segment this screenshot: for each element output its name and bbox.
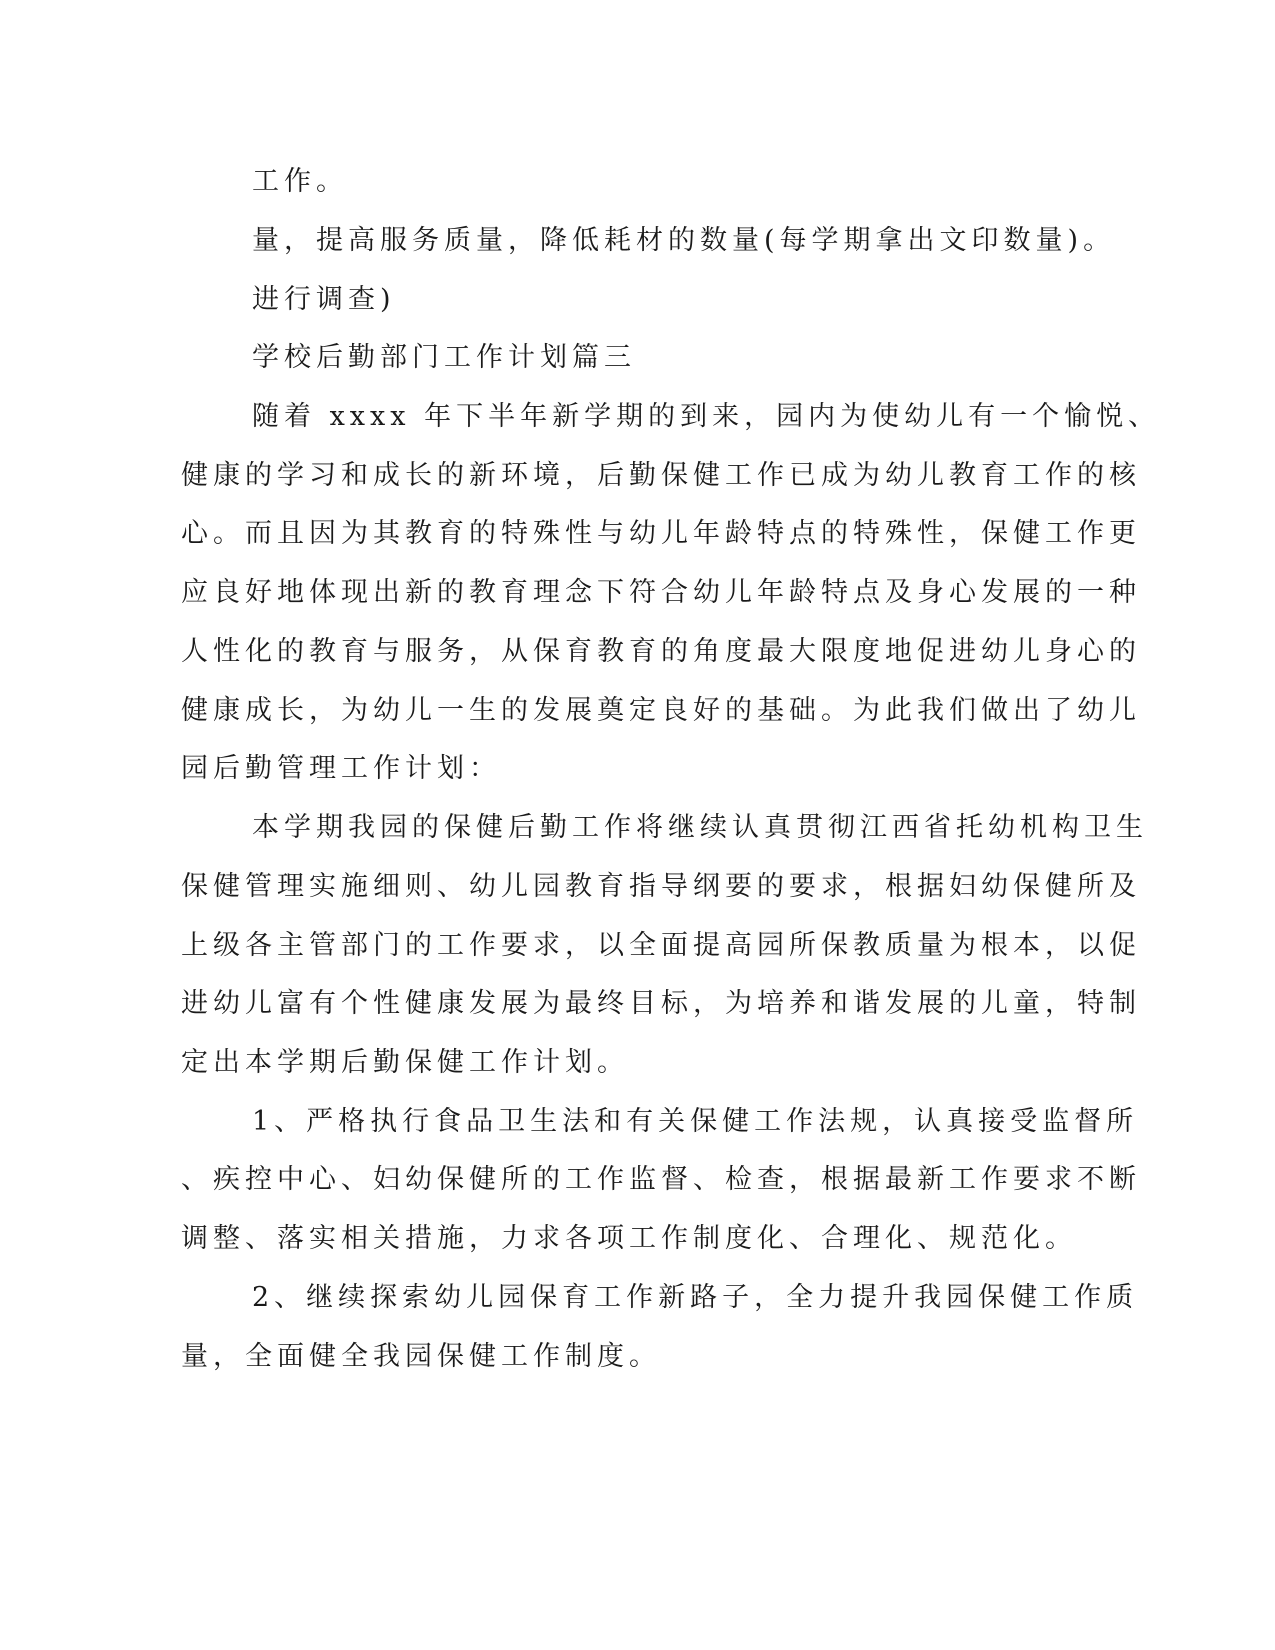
text-line: 1、严格执行食品卫生法和有关保健工作法规，认真接受监督所 (252, 1106, 1139, 1137)
text-line: 定出本学期后勤保健工作计划。 (181, 1047, 629, 1078)
text-line: 量，提高服务质量，降低耗材的数量(每学期拿出文印数量)。 (252, 225, 1116, 256)
text-line: 人性化的教育与服务，从保育教育的角度最大限度地促进幼儿身心的 (181, 636, 1141, 667)
section-heading: 学校后勤部门工作计划篇三 (252, 342, 636, 373)
text-line: 进幼儿富有个性健康发展为最终目标，为培养和谐发展的儿童，特制 (181, 988, 1141, 1019)
text-line: 健康的学习和成长的新环境，后勤保健工作已成为幼儿教育工作的核 (181, 460, 1141, 491)
text-line: 保健管理实施细则、幼儿园教育指导纲要的要求，根据妇幼保健所及 (181, 871, 1141, 902)
text-line: 、疾控中心、妇幼保健所的工作监督、检查，根据最新工作要求不断 (181, 1164, 1141, 1195)
text-line: 应良好地体现出新的教育理念下符合幼儿年龄特点及身心发展的一种 (181, 577, 1141, 608)
text-line: 调整、落实相关措施，力求各项工作制度化、合理化、规范化。 (181, 1223, 1077, 1254)
text-line: 2、继续探索幼儿园保育工作新路子，全力提升我园保健工作质 (252, 1282, 1139, 1313)
text-line: 健康成长，为幼儿一生的发展奠定良好的基础。为此我们做出了幼儿 (181, 695, 1141, 726)
text-line: 量，全面健全我园保健工作制度。 (181, 1341, 661, 1372)
text-line: 本学期我园的保健后勤工作将继续认真贯彻江西省托幼机构卫生 (252, 812, 1148, 843)
text-line: 进行调查) (252, 284, 396, 315)
text-line: 工作。 (252, 166, 348, 197)
text-line: 随着 xxxx 年下半年新学期的到来，园内为使幼儿有一个愉悦、 (252, 401, 1161, 432)
text-line: 心。而且因为其教育的特殊性与幼儿年龄特点的特殊性，保健工作更 (181, 518, 1141, 549)
text-line: 上级各主管部门的工作要求，以全面提高园所保教质量为根本，以促 (181, 930, 1141, 961)
text-line: 园后勤管理工作计划： (181, 753, 501, 784)
